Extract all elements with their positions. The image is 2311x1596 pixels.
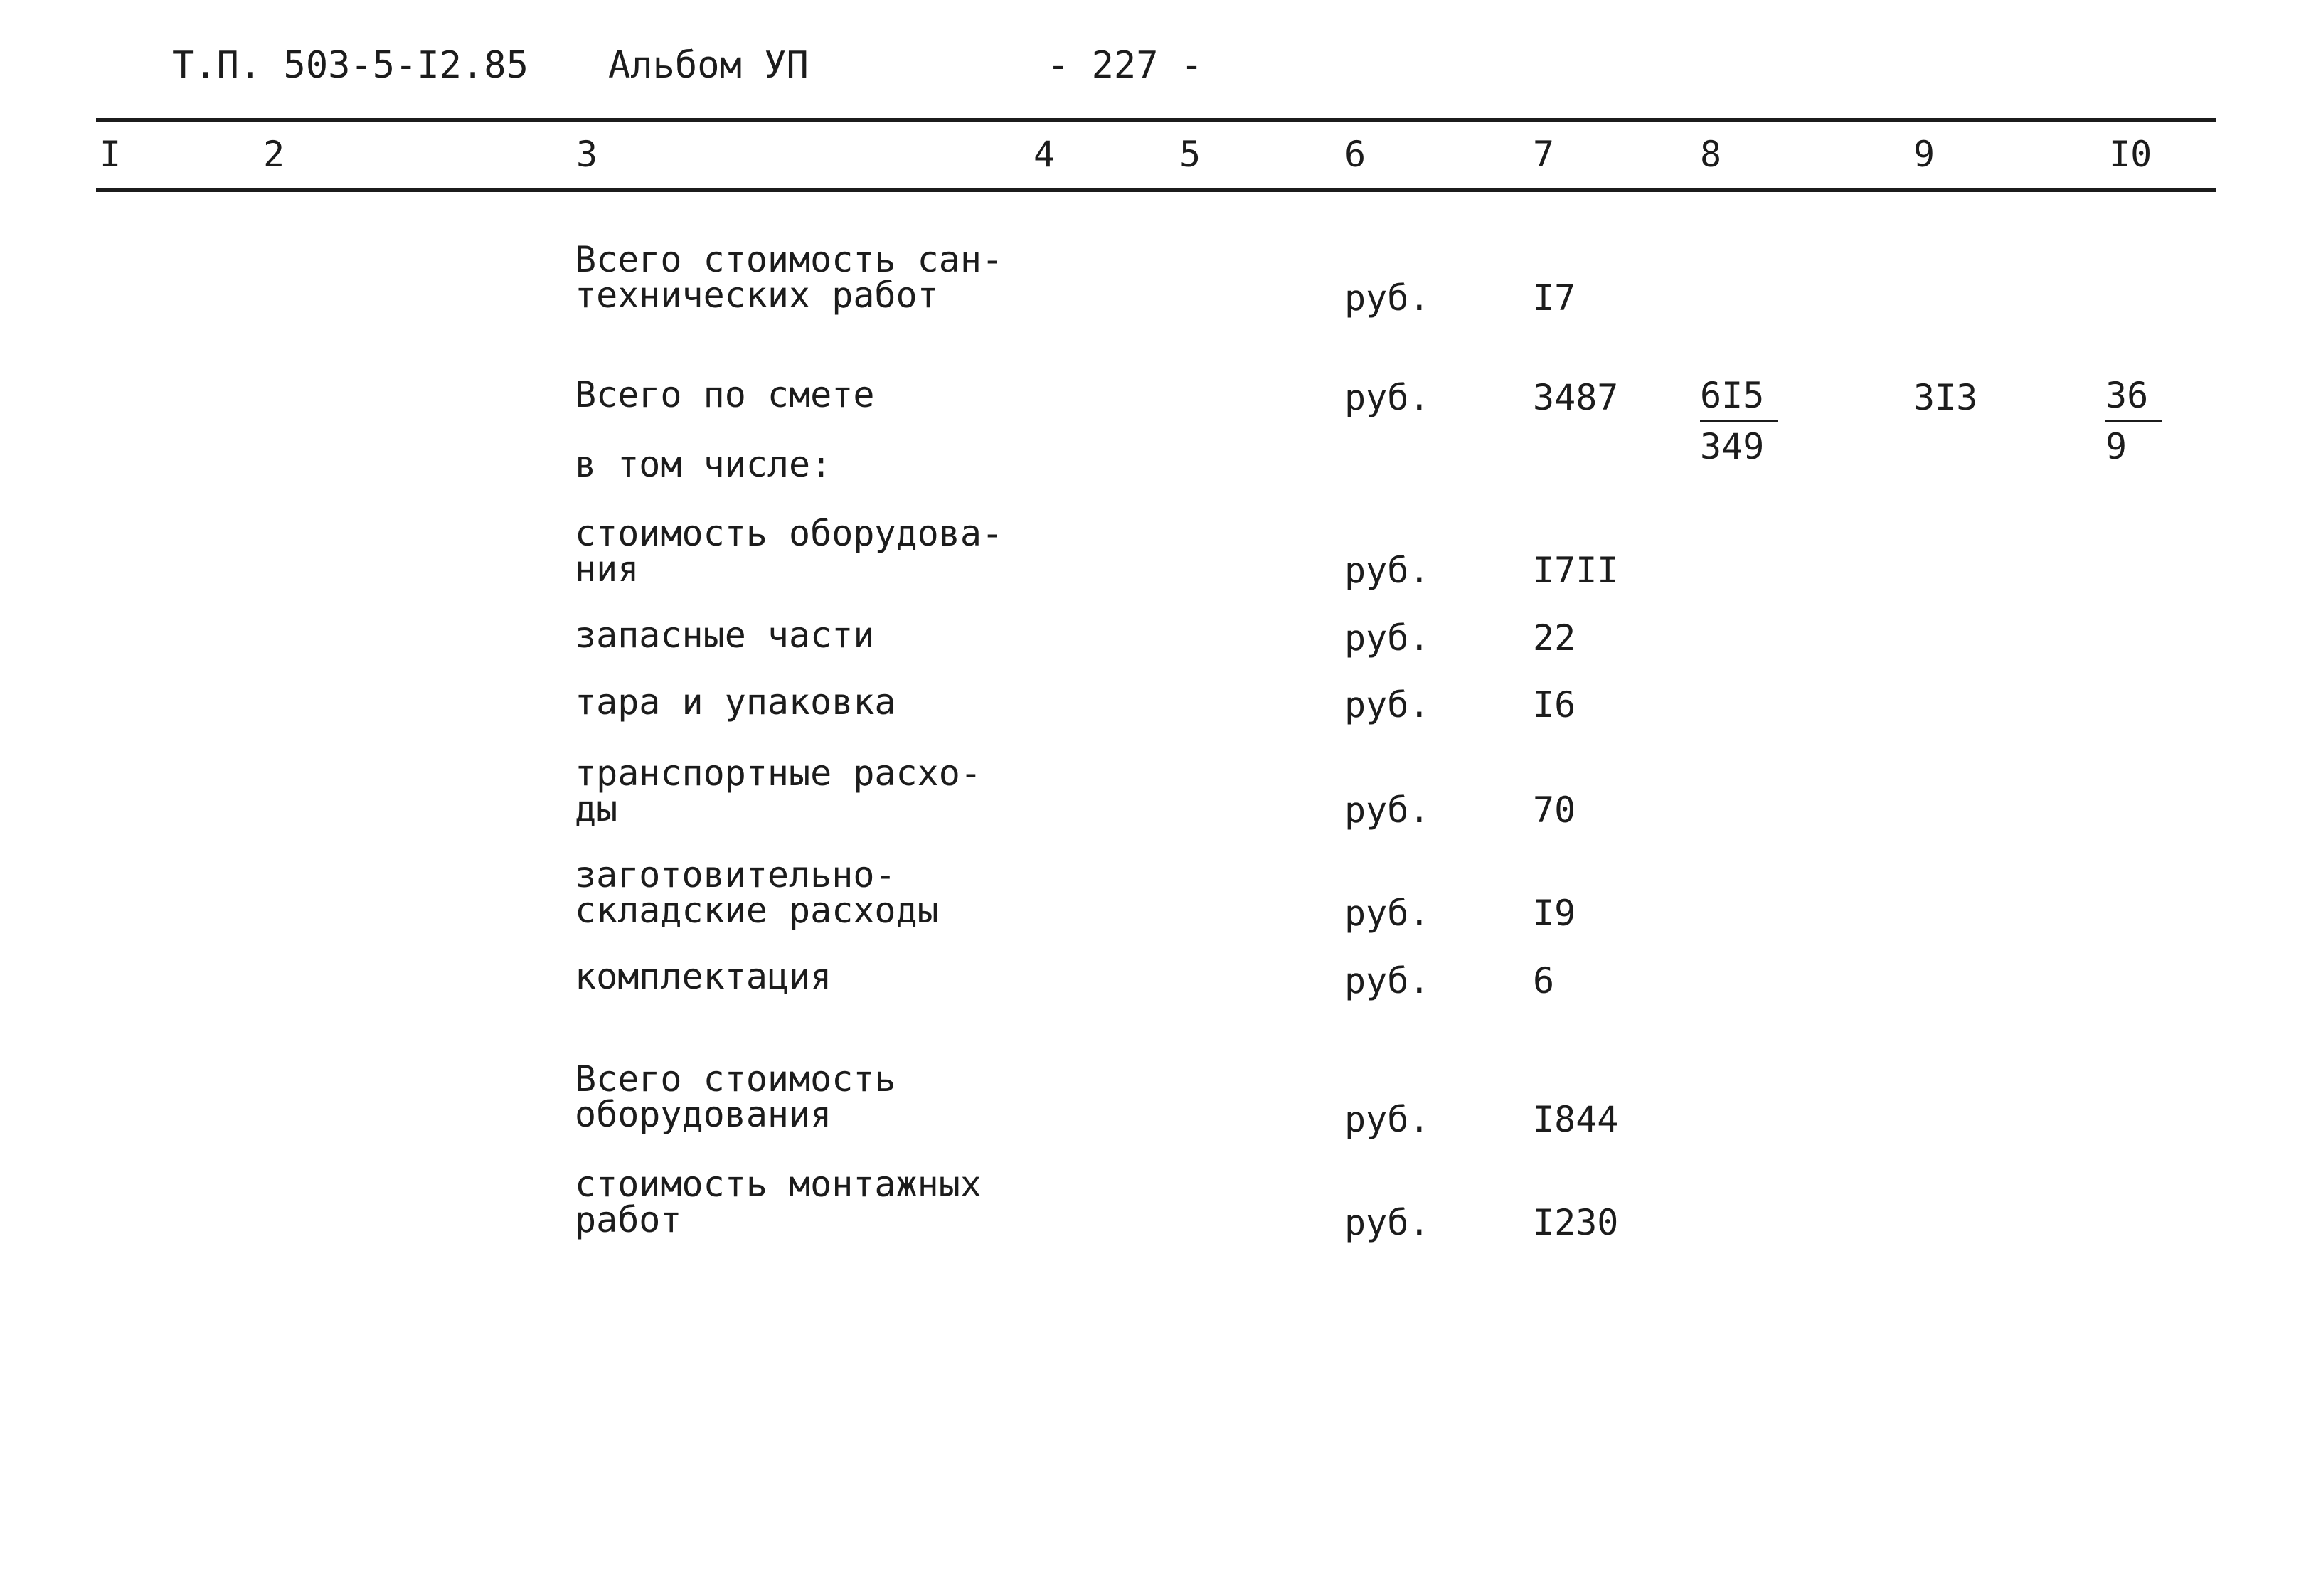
row-value-col7: I9 [1533,893,1576,934]
row-unit: руб. [1344,277,1430,319]
column-number-2: 2 [263,134,285,175]
row-value-col7: 22 [1533,617,1576,659]
row-unit: руб. [1344,1202,1430,1243]
fraction-denominator: 9 [2105,426,2127,467]
row-value-col7: I7II [1533,550,1619,591]
column-number-3: 3 [576,134,598,175]
document-code: Т.П. 503-5-I2.85 [172,44,528,87]
row-value-col7: 70 [1533,789,1576,831]
column-number-7: 7 [1533,134,1555,175]
row-value-col10-fraction [2105,371,2162,471]
column-number-4: 4 [1034,134,1056,175]
header-rule-bottom [96,188,2216,192]
row-unit: руб. [1344,789,1430,831]
row-value-col7: 3487 [1533,377,1619,418]
row-label: заготовительно- складские расходы [575,854,939,931]
row-unit: руб. [1344,1099,1430,1140]
column-number-6: 6 [1344,134,1366,175]
fraction-numerator: 36 [2105,371,2162,422]
row-value-col7: I844 [1533,1099,1619,1140]
row-value-col7: I7 [1533,277,1576,319]
row-label: стоимость оборудова- ния [575,513,1004,590]
row-label: тара и упаковка [575,681,896,723]
row-label: комплектация [575,956,832,997]
row-label: Всего стоимость оборудования [575,1058,896,1135]
row-value-col7: I6 [1533,684,1576,725]
row-unit: руб. [1344,960,1430,1001]
row-label: Всего по смете [575,374,875,415]
row-value-col7: 6 [1533,960,1555,1001]
row-unit: руб. [1344,617,1430,659]
page-number: - 227 - [1047,44,1204,87]
fraction-denominator: 349 [1700,426,1765,467]
album-title: Альбом УП [608,44,809,87]
row-label: в том числе: [575,444,832,485]
row-label: запасные части [575,615,875,656]
column-number-9: 9 [1913,134,1935,175]
row-unit: руб. [1344,550,1430,591]
row-unit: руб. [1344,684,1430,725]
row-label: Всего стоимость сан- технических работ [575,239,1004,316]
column-number-5: 5 [1179,134,1201,175]
row-value-col9: 3I3 [1913,377,1978,418]
column-number-10: I0 [2109,134,2152,175]
header-rule-top [96,118,2216,122]
row-unit: руб. [1344,893,1430,934]
row-unit: руб. [1344,377,1430,418]
column-number-8: 8 [1700,134,1722,175]
row-label: стоимость монтажных работ [575,1164,982,1240]
column-number-1: I [100,134,122,175]
fraction-numerator: 6I5 [1700,371,1778,422]
row-label: транспортные расхо- ды [575,752,982,829]
row-value-col8-fraction [1700,371,1778,471]
row-value-col7: I230 [1533,1202,1619,1243]
